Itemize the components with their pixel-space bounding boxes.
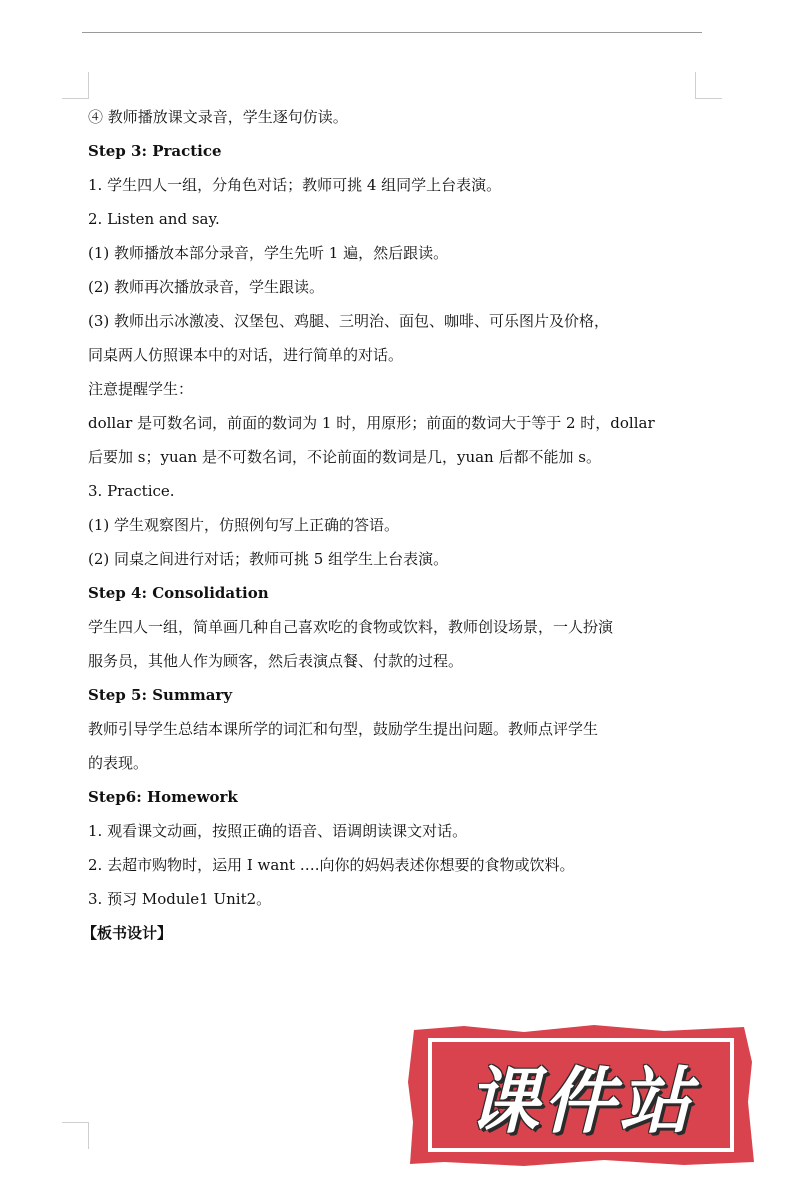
text-line: 3. 预习 Module1 Unit2。 xyxy=(88,890,272,908)
text-line: (1) 学生观察图片，仿照例句写上正确的答语。 xyxy=(88,516,400,534)
text-line: 教师引导学生总结本课所学的词汇和句型，鼓励学生提出问题。教师点评学生 xyxy=(88,720,599,738)
step-heading: Step 5: Summary xyxy=(88,686,233,704)
text-line: dollar 是可数名词，前面的数词为 1 时，用原形；前面的数词大于等于 2 时，dollar xyxy=(88,414,655,432)
step-heading: Step 3: Practice xyxy=(88,142,222,160)
text-line: 后要加 s；yuan 是不可数名词，不论前面的数词是几，yuan 后都不能加 s。 xyxy=(88,448,601,466)
text-line: (2) 教师再次播放录音，学生跟读。 xyxy=(88,278,325,296)
corner-mark-top-right xyxy=(695,72,722,99)
text-line: 的表现。 xyxy=(88,754,149,772)
step-heading: Step6: Homework xyxy=(88,788,238,806)
text-line: 3. Practice. xyxy=(88,482,175,500)
text-line: ④ 教师播放课文录音，学生逐句仿读。 xyxy=(88,108,348,126)
board-design-heading: 【板书设计】 xyxy=(82,924,173,942)
corner-mark-bottom-left xyxy=(62,1122,89,1149)
watermark-stamp xyxy=(404,1022,758,1168)
text-line: (1) 教师播放本部分录音，学生先听 1 遍，然后跟读。 xyxy=(88,244,449,262)
text-line: (3) 教师出示冰激凌、汉堡包、鸡腿、三明治、面包、咖啡、可乐图片及价格， xyxy=(88,312,610,330)
text-line: (2) 同桌之间进行对话；教师可挑 5 组学生上台表演。 xyxy=(88,550,449,568)
text-line: 2. Listen and say. xyxy=(88,210,220,228)
text-line: 学生四人一组，简单画几种自己喜欢吃的食物或饮料，教师创设场景，一人扮演 xyxy=(88,618,614,636)
text-line: 1. 观看课文动画，按照正确的语音、语调朗读课文对话。 xyxy=(88,822,468,840)
step-heading: Step 4: Consolidation xyxy=(88,584,269,602)
corner-mark-top-left xyxy=(62,72,89,99)
text-line: 服务员，其他人作为顾客，然后表演点餐、付款的过程。 xyxy=(88,652,464,670)
text-line: 1. 学生四人一组，分角色对话；教师可挑 4 组同学上台表演。 xyxy=(88,176,502,194)
text-line: 注意提醒学生： xyxy=(88,380,194,398)
header-rule xyxy=(82,32,702,33)
text-line: 同桌两人仿照课本中的对话，进行简单的对话。 xyxy=(88,346,404,364)
stamp-text: 课件站 xyxy=(466,1059,695,1143)
document-body xyxy=(82,100,708,950)
text-line: 2. 去超市购物时，运用 I want ….向你的妈妈表述你想要的食物或饮料。 xyxy=(88,856,575,874)
